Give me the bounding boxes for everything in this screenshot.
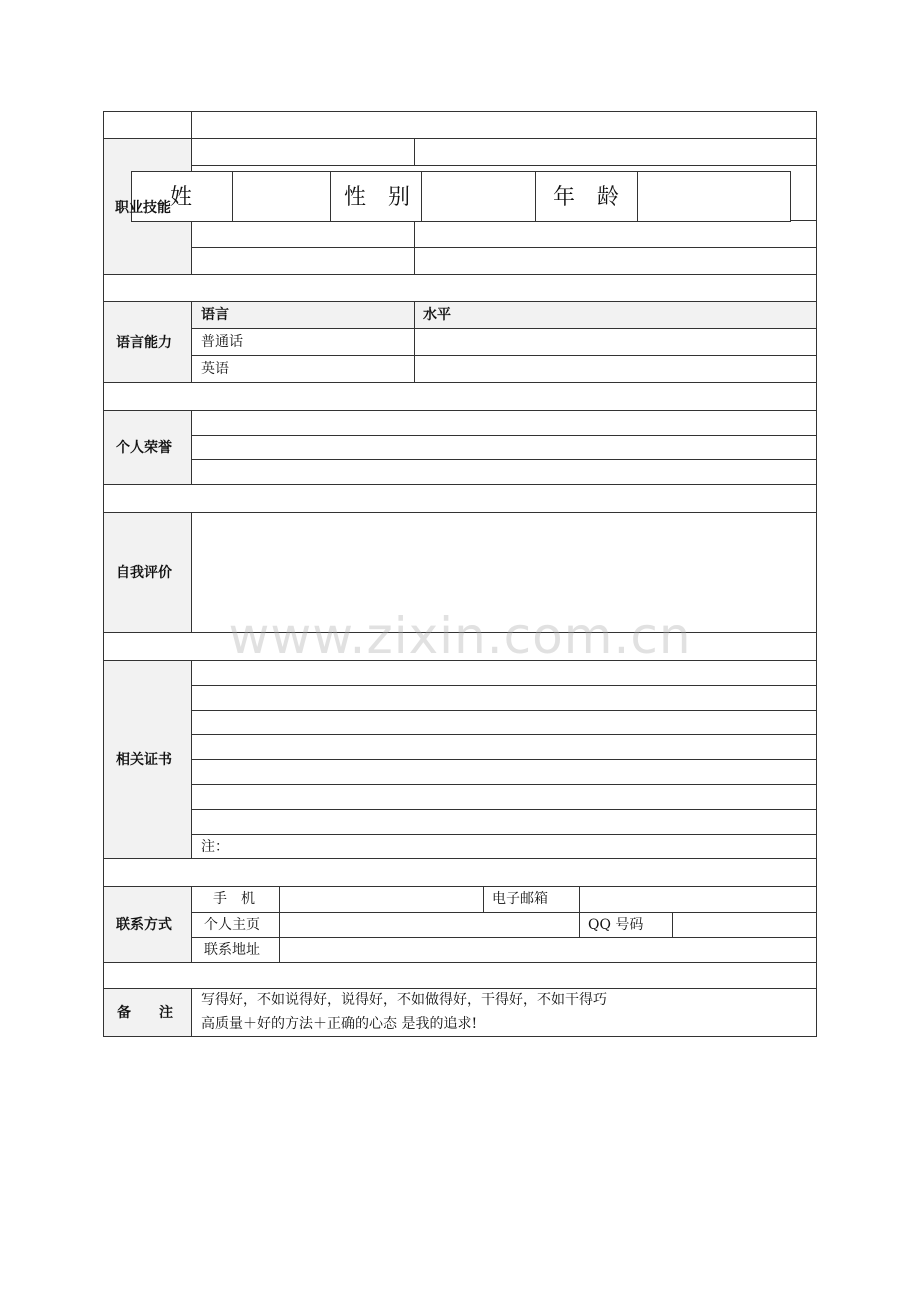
remarks-line-2: 高质量＋好的方法＋正确的心态 是我的追求! bbox=[201, 1016, 478, 1032]
certificates-note: 注： bbox=[201, 839, 229, 855]
email-label: 电子邮箱 bbox=[492, 891, 548, 907]
age-label: 年 龄 bbox=[553, 185, 620, 210]
remarks-line-1: 写得好，不如说得好，说得好，不如做得好，干得好，不如干得巧 bbox=[201, 992, 607, 1008]
language-section-label: 语言能力 bbox=[116, 335, 172, 351]
personal-info-box bbox=[131, 171, 791, 222]
address-label: 联系地址 bbox=[204, 942, 260, 958]
certificates-label: 相关证书 bbox=[116, 752, 172, 768]
language-column-header: 语言 bbox=[201, 307, 229, 323]
watermark: www.zixin.com.cn bbox=[228, 607, 692, 665]
self-eval-label: 自我评价 bbox=[116, 565, 172, 581]
gender-label: 性 别 bbox=[344, 185, 411, 210]
qq-label: QQ 号码 bbox=[588, 917, 644, 933]
honors-label: 个人荣誉 bbox=[116, 440, 172, 456]
contact-label: 联系方式 bbox=[116, 917, 172, 933]
name-label: 姓 bbox=[170, 185, 193, 210]
level-column-header: 水平 bbox=[423, 307, 451, 323]
skills-label: 职业技能 bbox=[115, 200, 171, 216]
remarks-label: 备 注 bbox=[117, 1005, 173, 1021]
language-row-mandarin: 普通话 bbox=[201, 334, 243, 350]
phone-label: 手 机 bbox=[213, 891, 255, 907]
homepage-label: 个人主页 bbox=[204, 917, 260, 933]
language-row-english: 英语 bbox=[201, 361, 229, 377]
